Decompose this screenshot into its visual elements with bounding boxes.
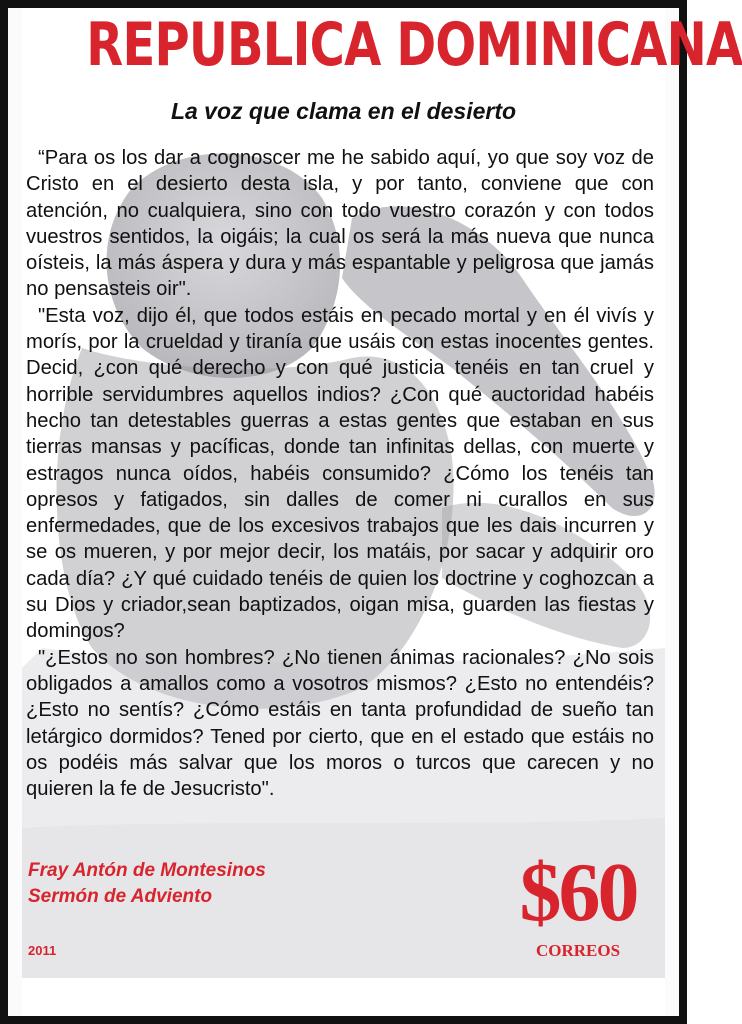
country-name: REPUBLICA DOMINICANA xyxy=(86,10,742,80)
author-credit xyxy=(28,858,266,910)
stamp-subtitle: La voz que clama en el desierto xyxy=(170,98,517,124)
sermon-title: Sermón de Adviento xyxy=(28,886,213,907)
postal-service: CORREOS xyxy=(535,941,621,960)
sermon-paragraph: "Esta voz, dijo él, que todos estáis en pecado mortal y en él vivís y morís, por la crueldad y tiranía que usáis con estas inocentes gentes. Decid, ¿con qué derecho y con qué justicia tenéis en tan cruel y horrible servidumbres aquellos indios? ¿Con qué auctoridad habéis hecho tan detestables guerras a estas gentes que estaban en sus tierras mansas y pacíficas, donde tan infinitas dellas, con muerte y estragos nunca oídos, habéis consumido? ¿Cómo los tenéis tan opresos y fatigados, sin dalles de comer ni curallos en sus enfermedades, que de los excesivos trabajos que les dais incurren y se os mueren, y por mejor decir, los matáis, por sacar y adquirir oro cada día? ¿Y qué cuidado tenéis de quien los doctrine y coghozcan a su Dios y criador,sean baptizados, oigan misa, guarden las fiestas y domingos? xyxy=(26,304,654,643)
stamp-value: $60 xyxy=(519,846,637,939)
author-name: Fray Antón de Montesinos xyxy=(28,860,266,881)
issue-year: 2011 xyxy=(28,943,57,958)
sermon-paragraph: “Para os los dar a cognoscer me he sabido aquí, yo que soy voz de Cristo en el desierto desta isla, y por tanto, conviene que con atención, no cualquiera, sino con todo vuestro corazón y con todos vuestros sentidos, la oigáis; la cual os será la más nueva que nunca oísteis, la más áspera y dura y más espantable y peligrosa que jamás no pensasteis oir". xyxy=(26,147,654,301)
sermon-text xyxy=(26,145,654,802)
sermon-paragraph: "¿Estos no son hombres? ¿No tienen ánimas racionales? ¿No sois obligados a amallos como a vosotros mismos? ¿Esto no entendéis? ¿Esto no sentís? ¿Cómo estáis en tanta profundidad de sueño tan letárgico dormidos? Tened por cierto, que en el estado que estáis no os podéis más salvar que los moros o turcos que carecen y no quieren la fe de Jesucristo". xyxy=(26,646,654,801)
stamp-design xyxy=(22,8,742,1016)
stamp-paper xyxy=(8,8,742,1016)
